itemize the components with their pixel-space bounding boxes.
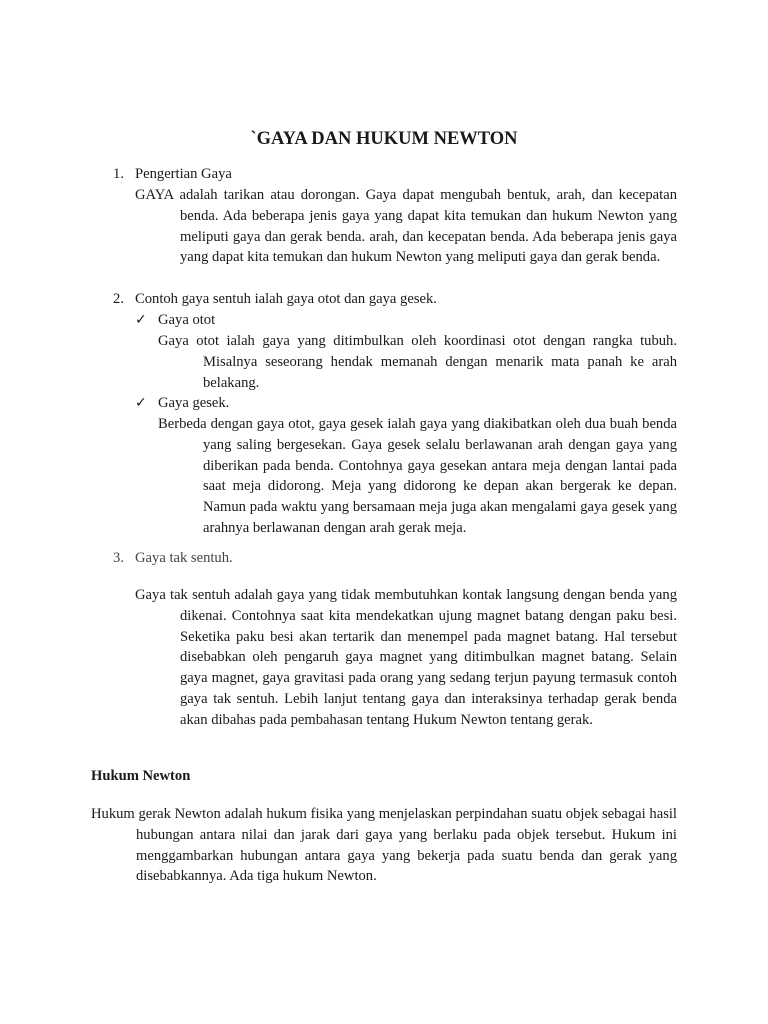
section-1-number: 1.	[113, 166, 124, 182]
section-3-number: 3.	[113, 550, 124, 566]
section-3-heading: Gaya tak sentuh.	[135, 550, 233, 566]
section-2-heading: Contoh gaya sentuh ialah gaya otot dan gaya gesek.	[135, 291, 437, 307]
section-1-paragraph: GAYA adalah tarikan atau dorongan. Gaya dapat mengubah bentuk, arah, dan kecepatan benda. Ada beberapa jenis gaya yang dapat kita temukan dan hukum Newton yang meliputi gaya dan gerak benda. arah, dan kecepatan benda. Ada beberapa jenis gaya yang dapat kita temukan dan hukum Newton yang meliputi gaya dan gerak benda.	[135, 187, 677, 266]
sub-item-gaya-otot-label: Gaya otot	[158, 312, 216, 328]
newton-paragraph: Hukum gerak Newton adalah hukum fisika yang menjelaskan perpindahan suatu objek sebagai hasil hubungan antara nilai dan jarak dari gaya yang berlaku pada objek tersebut. Hukum ini menggambarkan hubungan antara gaya yang bekerja pada suatu benda dan gerak yang disebabkannya. Ada tiga hukum Newton.	[91, 806, 677, 885]
sub-item-gaya-otot-paragraph: Gaya otot ialah gaya yang ditimbulkan oleh koordinasi otot dengan rangka tubuh. Misalnya seseorang hendak memanah dengan menarik mata panah ke arah belakang.	[158, 333, 677, 391]
checkmark-icon: ✓	[135, 395, 147, 411]
checkmark-icon: ✓	[135, 312, 147, 328]
section-3-paragraph: Gaya tak sentuh adalah gaya yang tidak membutuhkan kontak langsung dengan benda yang dikenai. Contohnya saat kita mendekatkan ujung magnet batang dengan paku besi. Seketika paku besi akan tertarik dan menempel pada magnet batang. Hal tersebut disebabkan oleh pengaruh gaya magnet yang ditimbulkan magnet batang. Selain gaya magnet, gaya gravitasi pada orang yang sedang terjun payung termasuk contoh gaya tak sentuh. Lebih lanjut tentang gaya dan interaksinya terhadap gerak benda akan dibahas pada pembahasan tentang Hukum Newton tentang gerak.	[135, 587, 677, 728]
sub-item-gaya-gesek-label: Gaya gesek.	[158, 395, 230, 411]
sub-item-gaya-gesek-paragraph: Berbeda dengan gaya otot, gaya gesek ialah gaya yang diakibatkan oleh dua buah benda yang saling bergesekan. Gaya gesek selalu berlawanan arah dengan gaya yang diberikan pada benda. Contohnya gaya gesekan antara meja dengan lantai pada saat meja didorong. Meja yang didorong ke depan akan bergerak ke depan. Namun pada waktu yang bersamaan meja juga akan mengalami gaya gesek yang arahnya berlawanan dengan arah gerak meja.	[158, 416, 677, 536]
section-1-heading: Pengertian Gaya	[135, 166, 232, 182]
section-2-number: 2.	[113, 291, 124, 307]
document-title: `GAYA DAN HUKUM NEWTON	[250, 129, 518, 149]
newton-heading: Hukum Newton	[91, 768, 191, 784]
